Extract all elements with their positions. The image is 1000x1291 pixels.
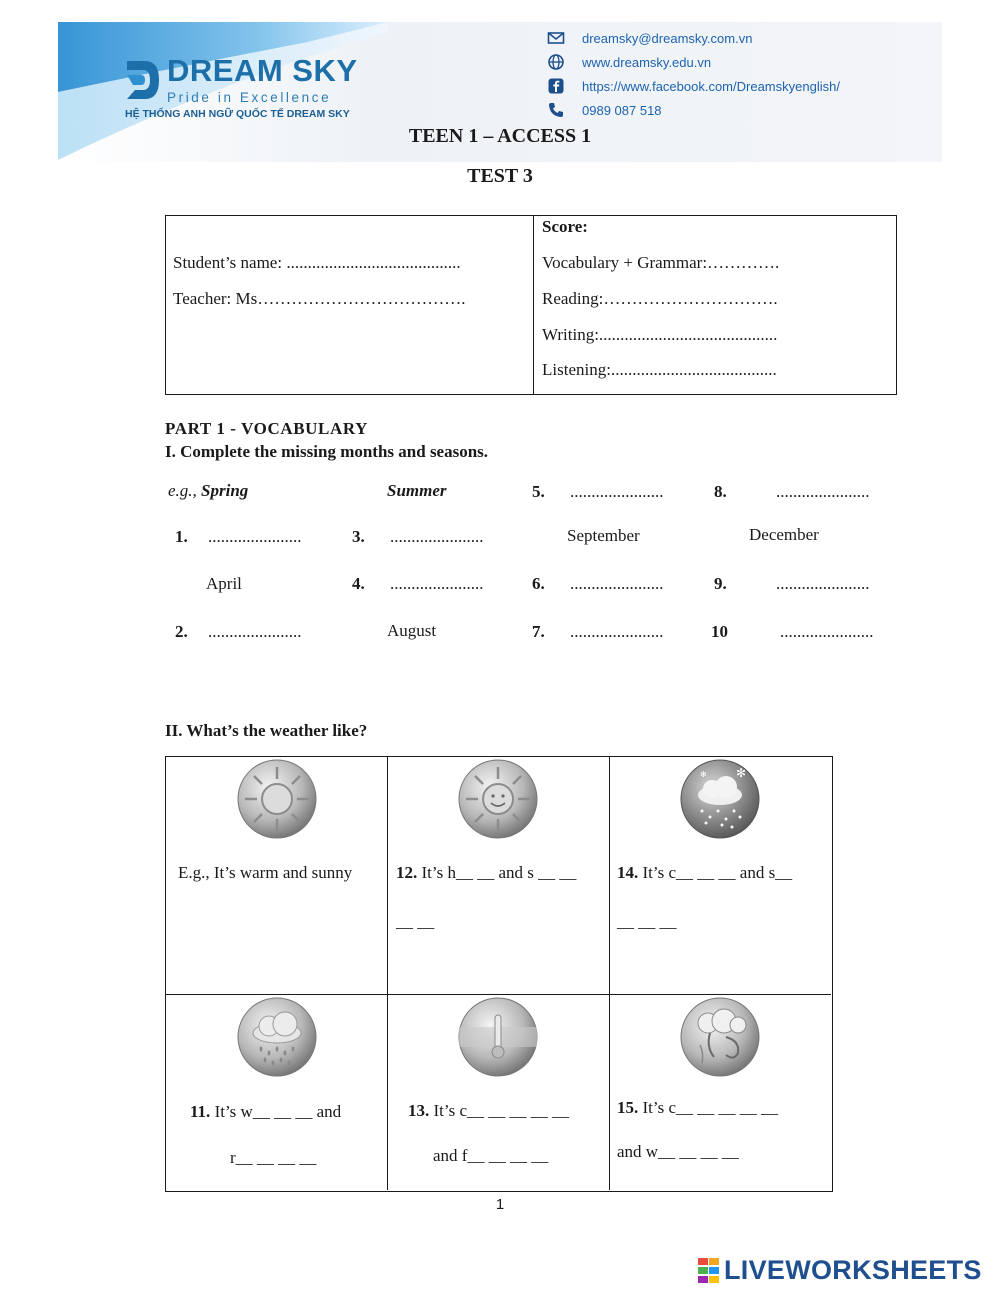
dream-sky-logo-mark-icon <box>125 59 161 101</box>
item-7-blank[interactable]: ...................... <box>570 622 664 641</box>
part1-instruction: I. Complete the missing months and seasons. <box>165 442 489 461</box>
item-11-text[interactable]: It’s w__ __ __ and <box>214 1102 342 1121</box>
page-number: 1 <box>495 1196 505 1213</box>
weather-cell-13-line2[interactable]: and f__ __ __ __ <box>433 1146 549 1165</box>
writing-score[interactable]: Writing:.......................................... <box>542 325 778 344</box>
item-11-number: 11. <box>190 1102 211 1121</box>
brand-system: HỆ THỐNG ANH NGỮ QUỐC TẾ DREAM SKY <box>125 108 350 120</box>
item-10-blank[interactable]: ...................... <box>780 622 874 641</box>
contact-facebook-text[interactable]: https://www.facebook.com/Dreamskyenglish/ <box>582 78 840 94</box>
item-12-number: 12. <box>396 863 418 882</box>
table-hline <box>166 994 831 995</box>
item-4-number: 4. <box>352 574 365 593</box>
item-2-number: 2. <box>175 622 188 641</box>
item-5-blank[interactable]: ...................... <box>570 482 664 501</box>
snow-cloud-icon <box>680 759 760 839</box>
weather-cell-14-line1 <box>617 863 792 883</box>
item-1-number: 1. <box>175 527 188 546</box>
contact-email-text[interactable]: dreamsky@dreamsky.com.vn <box>582 30 753 46</box>
item-7-number: 7. <box>532 622 545 641</box>
item-14-number: 14. <box>617 863 639 882</box>
item-10-number: 10 <box>711 622 728 641</box>
contact-email[interactable] <box>547 27 752 49</box>
windy-cloud-icon <box>680 997 760 1077</box>
vocab-grammar-score[interactable]: Vocabulary + Grammar:…………. <box>542 253 780 272</box>
svg-text:✻: ✻ <box>700 770 707 779</box>
weather-cell-12-line1 <box>396 863 576 883</box>
facebook-icon <box>547 77 565 95</box>
given-april: April <box>206 574 242 593</box>
smiling-sun-icon <box>458 759 538 839</box>
item-2-blank[interactable]: ...................... <box>208 622 302 641</box>
item-13-text[interactable]: It’s c__ __ __ __ __ <box>433 1101 570 1120</box>
phone-icon <box>547 101 565 119</box>
item-15-number: 15. <box>617 1098 639 1117</box>
teacher-field[interactable]: Teacher: Ms………………………………. <box>173 289 466 308</box>
liveworksheets-text: LIVEWORKSHEETS <box>724 1255 982 1285</box>
item-8-blank[interactable]: ...................... <box>776 482 870 501</box>
liveworksheets-watermark <box>698 1255 982 1286</box>
weather-cell-15-line1 <box>617 1098 778 1118</box>
item-9-blank[interactable]: ...................... <box>776 574 870 593</box>
example-prefix: e.g., <box>168 481 197 500</box>
item-1-blank[interactable]: ...................... <box>208 527 302 546</box>
weather-cell-12-line2[interactable]: __ __ <box>396 912 435 931</box>
mail-icon <box>547 29 565 47</box>
item-6-blank[interactable]: ...................... <box>570 574 664 593</box>
item-5-number: 5. <box>532 482 545 501</box>
listening-score[interactable]: Listening:....................................... <box>542 360 777 379</box>
reading-score[interactable]: Reading:…………………………. <box>542 289 778 308</box>
example-row <box>168 481 248 501</box>
part1-heading: PART 1 - VOCABULARY <box>165 419 369 438</box>
contact-facebook[interactable] <box>547 75 840 97</box>
item-4-blank[interactable]: ...................... <box>390 574 484 593</box>
item-3-blank[interactable]: ...................... <box>390 527 484 546</box>
info-divider <box>533 216 534 394</box>
weather-cell-11-line2[interactable]: r__ __ __ __ <box>230 1148 317 1167</box>
item-12-text[interactable]: It’s h__ __ and s __ __ <box>421 863 577 882</box>
rain-cloud-icon <box>237 997 317 1077</box>
item-15-text[interactable]: It’s c__ __ __ __ __ <box>642 1098 779 1117</box>
score-label: Score: <box>542 217 588 236</box>
item-13-number: 13. <box>408 1101 430 1120</box>
liveworksheets-logo-icon <box>698 1258 720 1284</box>
given-december: December <box>749 525 819 544</box>
weather-cell-15-line2[interactable]: and w__ __ __ __ <box>617 1142 739 1161</box>
contact-phone[interactable] <box>547 99 662 121</box>
globe-icon <box>547 53 565 71</box>
part2-instruction: II. What’s the weather like? <box>165 721 368 740</box>
item-3-number: 3. <box>352 527 365 546</box>
page-title: TEEN 1 – ACCESS 1 <box>408 125 592 147</box>
item-9-number: 9. <box>714 574 727 593</box>
student-name-field[interactable]: Student’s name: ......................................... <box>173 253 461 272</box>
weather-cell-example-text: E.g., It’s warm and sunny <box>178 863 353 882</box>
item-8-number: 8. <box>714 482 727 501</box>
table-vline-2 <box>609 757 610 1190</box>
brand-slogan: Pride in Excellence <box>167 90 332 105</box>
fog-thermometer-icon <box>458 997 538 1077</box>
given-september: September <box>567 526 640 545</box>
page-subtitle: TEST 3 <box>467 165 533 187</box>
sun-icon <box>237 759 317 839</box>
contact-website[interactable] <box>547 51 711 73</box>
svg-text:✻: ✻ <box>736 766 747 780</box>
item-6-number: 6. <box>532 574 545 593</box>
weather-cell-13-line1 <box>408 1101 569 1121</box>
example-spring: Spring <box>201 481 249 500</box>
given-august: August <box>387 621 437 640</box>
table-vline-1 <box>387 757 388 1190</box>
item-14-text[interactable]: It’s c__ __ __ and s__ <box>642 863 793 882</box>
contact-website-text[interactable]: www.dreamsky.edu.vn <box>582 54 712 70</box>
weather-cell-14-line2[interactable]: __ __ __ <box>617 912 677 931</box>
weather-cell-11-line1 <box>190 1102 341 1122</box>
example-summer: Summer <box>387 481 447 500</box>
contact-phone-text[interactable]: 0989 087 518 <box>582 102 662 118</box>
brand-name: DREAM SKY <box>167 53 358 88</box>
